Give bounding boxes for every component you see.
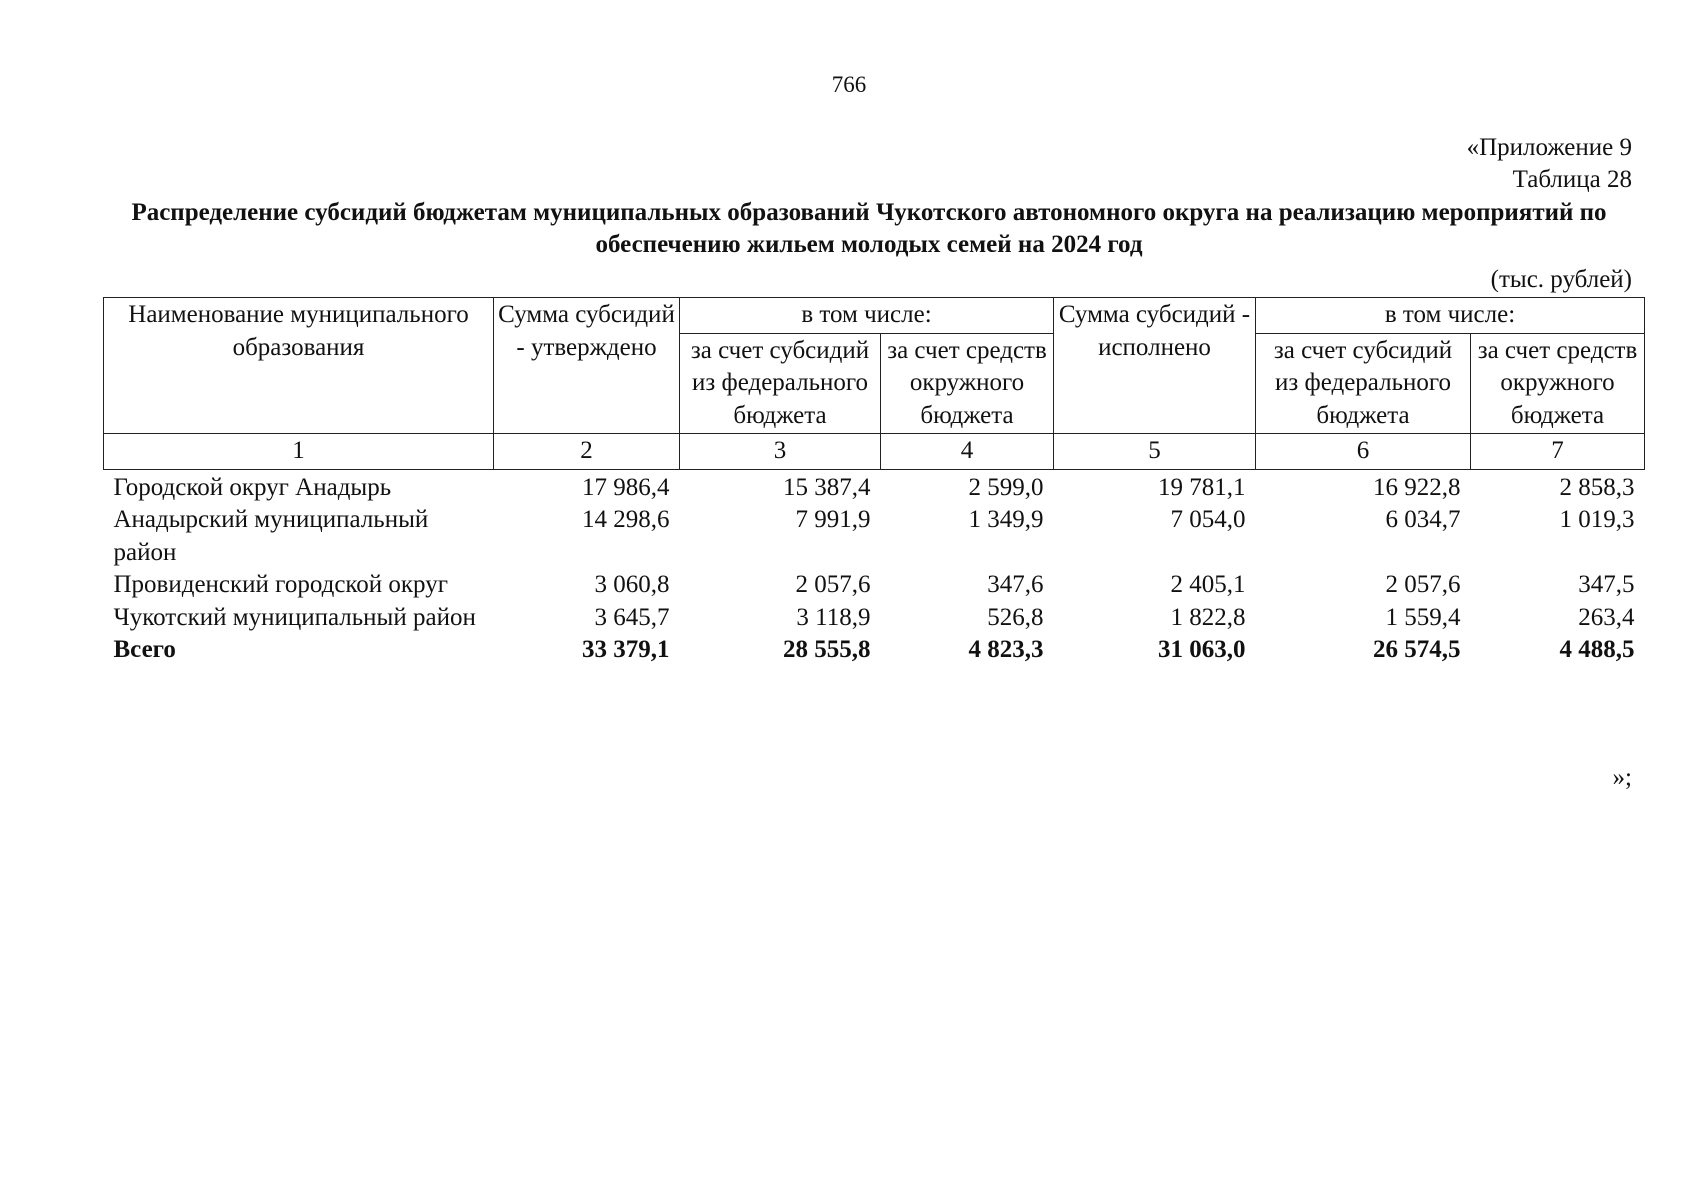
district-approved-cell: 526,8: [987, 603, 1044, 631]
row-name: Провиденский городской округ: [113, 571, 448, 598]
column-number: 1: [104, 434, 494, 470]
federal-executed-cell: 6 034,7: [1385, 506, 1461, 533]
sum-approved-cell: 3 060,8: [594, 571, 670, 598]
table-title: Распределение субсидий бюджетам муниципальных образований Чукотского автономного округа на реализацию мероприятий по обеспечению жильем молодых семей на 2024 год: [131, 199, 1607, 258]
sum-executed-cell: 7 054,0: [1170, 506, 1246, 533]
total-district-executed: 4 488,5: [1559, 636, 1635, 663]
federal-executed-cell: 16 922,8: [1373, 473, 1461, 501]
table-body: [104, 469, 1645, 667]
header-district-approved: за счет средств окружного бюджета: [881, 333, 1054, 434]
column-number: 7: [1471, 434, 1645, 470]
header-district-executed: за счет средств окружного бюджета: [1471, 333, 1645, 434]
federal-approved-cell: 2 057,6: [795, 571, 871, 598]
total-district-approved: 4 823,3: [968, 636, 1044, 663]
total-label: Всего: [113, 636, 176, 663]
district-approved-cell: 1 349,9: [968, 506, 1044, 533]
column-number: 5: [1054, 434, 1256, 470]
sum-executed-cell: 2 405,1: [1170, 571, 1246, 598]
column-number: 3: [680, 434, 881, 470]
row-name: Анадырский муниципальный район: [113, 506, 429, 566]
closing-quote: »;: [1612, 764, 1632, 791]
total-sum-approved: 33 379,1: [582, 636, 670, 663]
sum-approved-cell: 14 298,6: [582, 506, 670, 533]
header-sum-approved: Сумма субсидий - утверждено: [494, 298, 680, 434]
sum-executed-cell: 1 822,8: [1170, 603, 1246, 631]
federal-executed-cell: 2 057,6: [1385, 571, 1461, 598]
table-label: Таблица 28: [1512, 166, 1632, 193]
district-approved-cell: 347,6: [987, 571, 1044, 598]
district-executed-cell: 347,5: [1578, 571, 1635, 598]
header-including-approved: в том числе:: [680, 298, 1054, 334]
total-sum-executed: 31 063,0: [1158, 636, 1246, 663]
district-executed-cell: 2 858,3: [1559, 473, 1635, 501]
row-name: Чукотский муниципальный район: [113, 603, 476, 631]
district-approved-cell: 2 599,0: [968, 473, 1044, 501]
federal-approved-cell: 15 387,4: [783, 473, 871, 501]
district-executed-cell: 1 019,3: [1559, 506, 1635, 533]
header-sum-executed: Сумма субсидий - исполнено: [1054, 298, 1256, 434]
column-number: 4: [881, 434, 1054, 470]
page-number: 766: [831, 72, 867, 97]
sum-approved-cell: 17 986,4: [582, 473, 670, 501]
federal-executed-cell: 1 559,4: [1385, 603, 1461, 631]
appendix-header: [1467, 132, 1632, 196]
sum-approved-cell: 3 645,7: [594, 603, 670, 631]
header-name: Наименование муниципального образования: [104, 298, 494, 434]
total-federal-executed: 26 574,5: [1373, 636, 1461, 663]
header-federal-approved: за счет субсидий из федерального бюджета: [680, 333, 881, 434]
column-number: 6: [1256, 434, 1471, 470]
sum-executed-cell: 19 781,1: [1158, 473, 1246, 501]
district-executed-cell: 263,4: [1578, 603, 1635, 631]
appendix-label: «Приложение 9: [1466, 134, 1632, 161]
column-numbers-row: [104, 434, 1645, 470]
subsidy-table: [103, 297, 1645, 667]
header-federal-executed: за счет субсидий из федерального бюджета: [1256, 333, 1471, 434]
table-row: [104, 504, 1645, 569]
federal-approved-cell: 7 991,9: [795, 506, 871, 533]
column-number: 2: [494, 434, 680, 470]
header-including-executed: в том числе:: [1256, 298, 1645, 334]
total-row: [104, 634, 1645, 667]
federal-approved-cell: 3 118,9: [796, 603, 871, 631]
units-label: (тыс. рублей): [1490, 266, 1632, 293]
table-row: [104, 569, 1645, 602]
table-row: [104, 469, 1645, 504]
table-header: [104, 298, 1645, 470]
total-federal-approved: 28 555,8: [783, 636, 871, 663]
row-name: Городской округ Анадырь: [113, 473, 392, 501]
table-row: [104, 602, 1645, 635]
